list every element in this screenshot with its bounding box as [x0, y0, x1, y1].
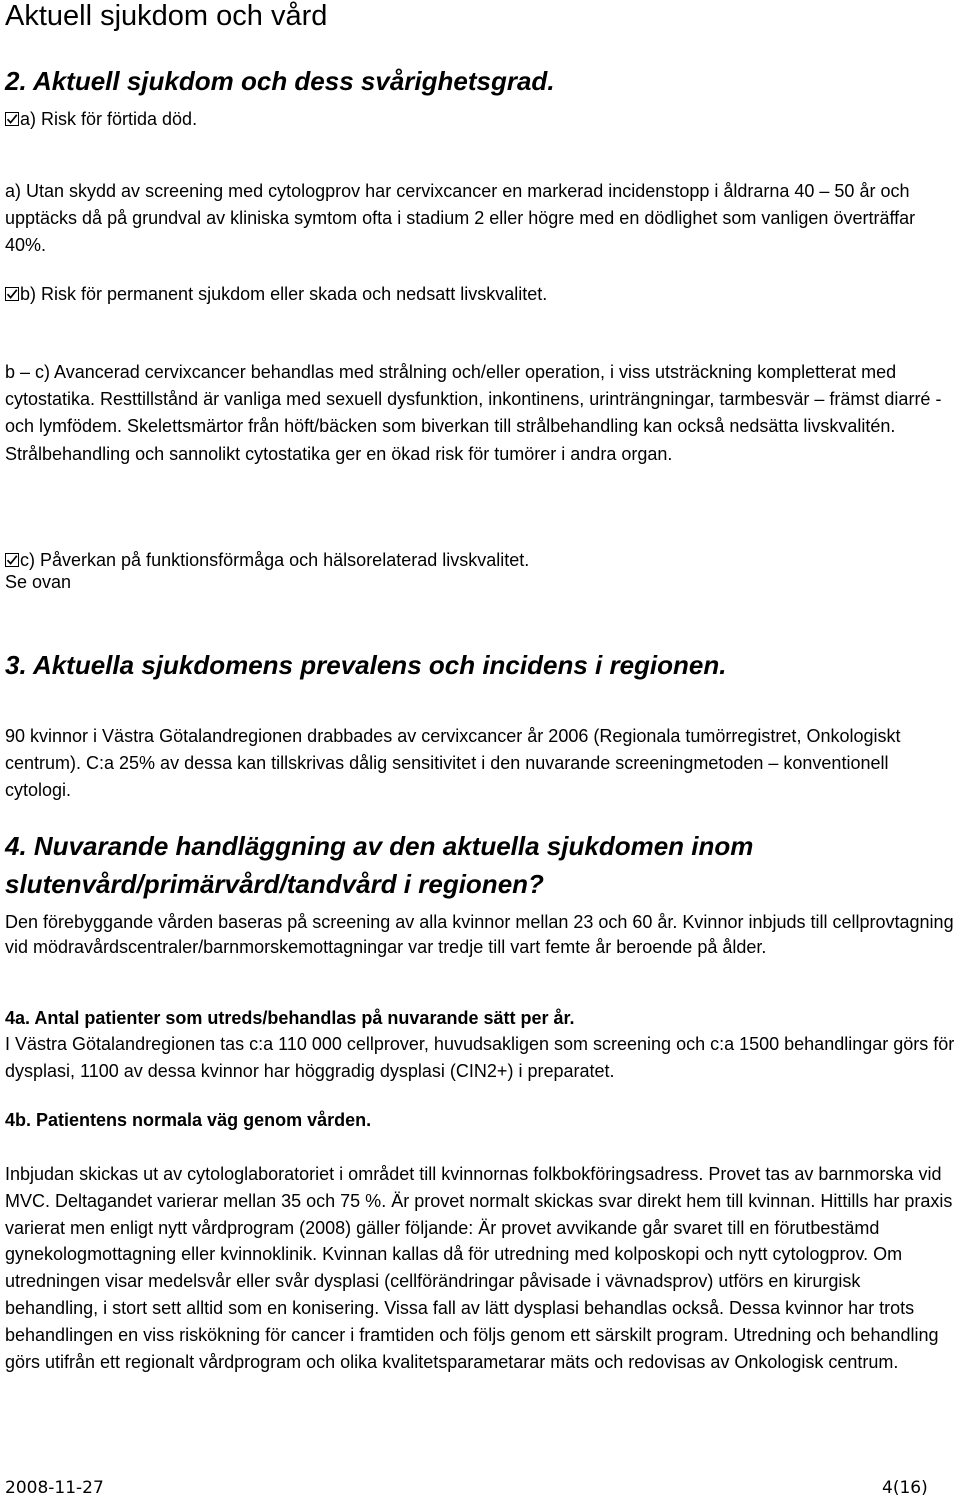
item-a-label: a) Risk för förtida död.: [20, 109, 198, 129]
section-2-heading: 2. Aktuell sjukdom och dess svårighetsgrad.: [5, 66, 555, 96]
item-c-label: c) Påverkan på funktionsförmåga och hälsorelaterad livskvalitet.: [20, 550, 530, 570]
checked-box-icon: [5, 287, 19, 301]
footer-date: 2008-11-27: [5, 1478, 104, 1498]
section-4b-heading: 4b. Patientens normala väg genom vården.: [5, 1110, 372, 1130]
section-4-text: Den förebyggande vården baseras på screening av alla kvinnor mellan 23 och 60 år. Kvinnor inbjuds till cellprovtagning vid mödravårdscentraler/barnmorskemottagningar var tredje till vart femte år beroende på ålder.: [5, 912, 954, 957]
page-title: Aktuell sjukdom och vård: [5, 0, 328, 32]
item-b-label: b) Risk för permanent sjukdom eller skada och nedsatt livskvalitet.: [20, 284, 548, 304]
section-4a-text: I Västra Götalandregionen tas c:a 110 000 cellprover, huvudsakligen som screening och c:a 1500 behandlingar görs för dysplasi, 1100 av dessa kvinnor har höggradig dysplasi (CIN2+) i preparatet.: [5, 1034, 955, 1081]
item-a-text: a) Utan skydd av screening med cytologprov har cervixcancer en markerad incidenstopp i åldrarna 40 – 50 år och upptäcks då på grundval av kliniska symtom ofta i stadium 2 eller högre med en dödlighet som vanligen överträffar 40%.: [5, 181, 916, 255]
section-3-text: 90 kvinnor i Västra Götalandregionen drabbades av cervixcancer år 2006 (Regionala tumörregistret, Onkologiskt centrum). C:a 25% av dessa kan tillskrivas dålig sensitivitet i den nuvarande screeningmetoden – konventionell cytologi.: [5, 726, 901, 800]
item-bc-text: b – c) Avancerad cervixcancer behandlas med strålning och/eller operation, i viss utsträckning kompletterat med cytostatika. Resttillstånd är vanliga med sexuell dysfunktion, inkontinens, urinträngningar, tarmbesvär – främst diarré - och lymfödem. Skelettsmärtor från höft/bäcken som biverkan till strålbehandling kan också nedsätta livskvalitén. Strålbehandling och sannolikt cytostatika ger en ökad risk för tumörer i andra organ.: [5, 362, 942, 464]
item-a-label-row: [5, 106, 957, 133]
section-3-heading: 3. Aktuella sjukdomens prevalens och incidens i regionen.: [5, 650, 727, 680]
section-4-heading: 4. Nuvarande handläggning av den aktuella sjukdomen inom slutenvård/primärvård/tandvård i regionen?: [5, 831, 754, 899]
section-4a-heading: 4a. Antal patienter som utreds/behandlas på nuvarande sätt per år.: [5, 1008, 575, 1028]
footer-page-number: 4(16): [882, 1478, 928, 1498]
checked-box-icon: [5, 112, 19, 126]
section-4b-text: Inbjudan skickas ut av cytologlaboratoriet i området till kvinnornas folkbokföringsadress. Provet tas av barnmorska vid MVC. Deltagandet varierar mellan 35 och 75 %. Är provet normalt skickas svar direkt hem till kvinnan. Hittills har praxis varierat men enligt nytt vårdprogram (2008) gäller följande: Är provet avvikande går svaret till en förutbestämd gynekologmottagning eller kvinnoklinik. Kvinnan kallas då för utredning med kolposkopi och nytt cytologprov. Om utredningen visar medelsvår eller svår dysplasi (cellförändringar påvisade i vävnadsprov) utförs en kirurgisk behandling, i stort sett alltid som en konisering. Vissa fall av lätt dysplasi behandlas också. Dessa kvinnor har trots behandlingen en viss riskökning för cancer i framtiden och följs genom ett särskilt program. Utredning och behandling görs utifrån ett regionalt vårdprogram och olika kvalitetsparametarar mäts och redovisas av Onkologisk centrum.: [5, 1164, 953, 1372]
item-c-text: Se ovan: [5, 572, 72, 592]
document-page: [5, 0, 955, 1505]
checked-box-icon: [5, 553, 19, 567]
item-b-label-row: [5, 281, 957, 308]
